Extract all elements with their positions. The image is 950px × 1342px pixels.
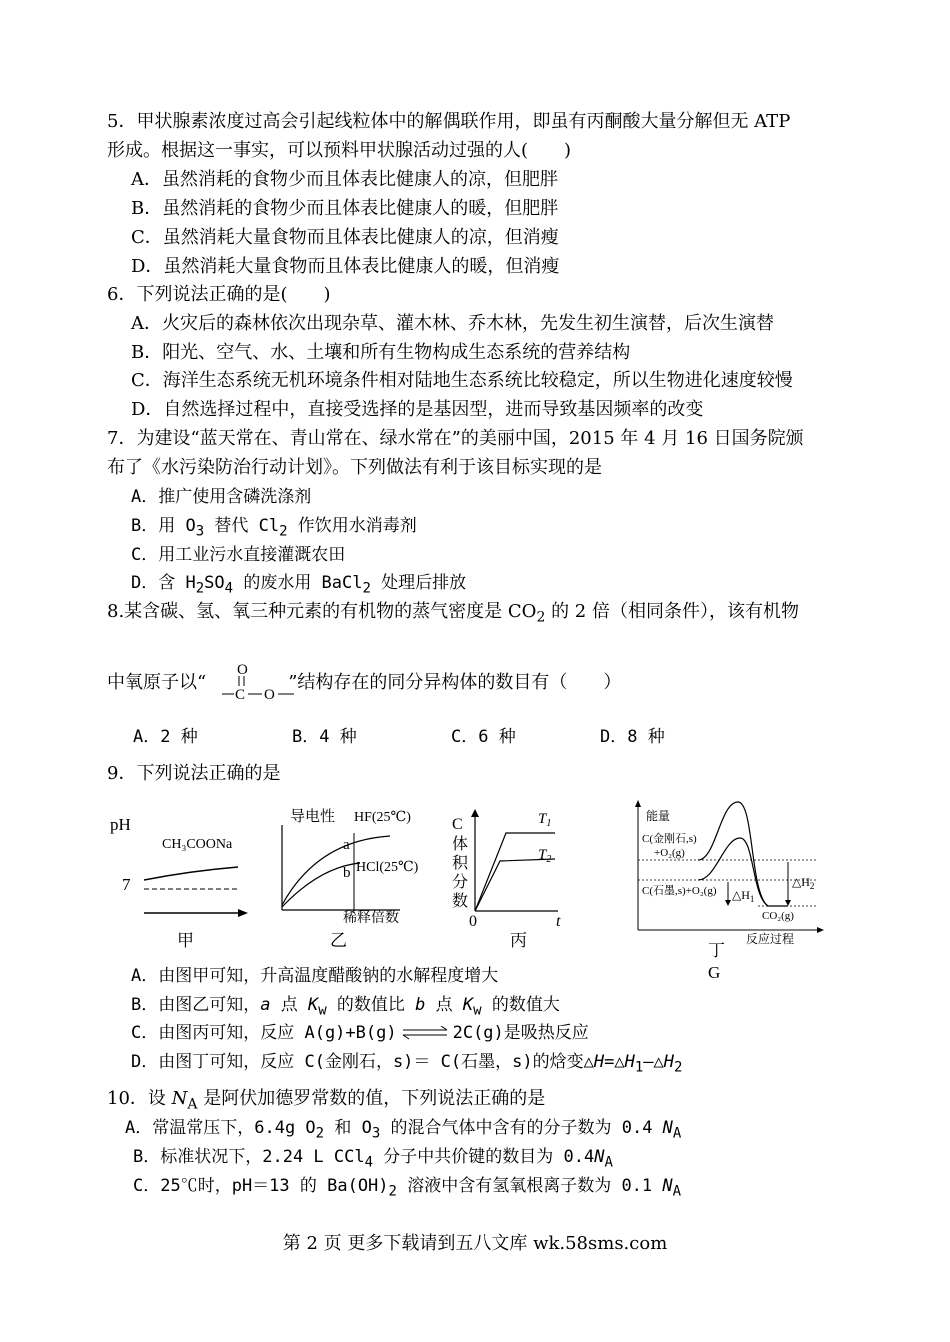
structure-c: C xyxy=(235,687,246,702)
fig-bing-ylabel-2: 积 xyxy=(452,855,469,872)
fig-bing-t1-label: $T_1$ xyxy=(538,811,552,829)
figure-yi xyxy=(270,805,440,960)
q6-option-a: A．火灾后的森林依次出现杂草、灌木林、乔木林，先发生初生演替，后次生演替 xyxy=(131,313,774,334)
fig-yi-caption: 乙 xyxy=(330,931,347,950)
fig-yi-hcl-label: HCl(25℃) xyxy=(356,860,419,875)
q10-option-a: A．常温常压下，6.4g $O_2$ 和 $O_3$ 的混合气体中含有的分子数为 0.4 $N_A$ xyxy=(125,1118,682,1142)
ester-structure-diagram xyxy=(220,660,300,702)
q7-option-b: B．用 $O_3$ 替代 $Cl_2$ 作饮用水消毒剂 xyxy=(131,516,417,540)
fig-ding-dh2-arrowhead xyxy=(785,900,791,906)
fig-ding-diamond-label-2: +O₂(g) xyxy=(654,847,685,859)
q7-option-a: A．推广使用含磷洗涤剂 xyxy=(131,487,312,507)
fig-jia-ylabel: pH xyxy=(110,815,131,834)
q5-option-c: C．虽然消耗大量食物而且体表比健康人的凉，但消瘦 xyxy=(131,227,559,248)
fig-bing-t1-curve xyxy=(475,833,555,911)
fig-jia-arrow xyxy=(238,909,248,917)
q10-option-b: B．标准状况下，2.24 L CCl$_4$ 分子中共价键的数目为 $0.4N_A$ xyxy=(133,1147,613,1171)
fig-yi-point-a: a xyxy=(343,837,350,853)
fig-ding-co2-label: CO₂(g) xyxy=(762,910,794,922)
q9-option-a: A．由图甲可知，升高温度醋酸钠的水解程度增大 xyxy=(131,966,499,986)
equilibrium-arrow-icon xyxy=(401,1026,449,1040)
q8-stem-line2: 中氧原子以“ ”结构存在的同分异构体的数目有（ ） xyxy=(107,672,622,693)
q10-option-c: C．25℃时，pH＝13 的 $Ba(OH)_2$ 溶液中含有氢氧根离子数为 0.1 $N_A$ xyxy=(133,1176,682,1200)
fig-bing-ylabel-1: 体 xyxy=(452,836,469,853)
q8-stem-line1: 8.某含碳、氢、氧三种元素的有机物的蒸气密度是 $CO_2$ 的 2 倍（相同条件），该有机物 xyxy=(107,601,799,626)
q8-option-a: A．2 种 xyxy=(133,727,198,747)
figure-jia xyxy=(100,805,260,960)
fig-bing-ylabel-3: 分 xyxy=(452,874,469,891)
q8-option-d: D．8 种 xyxy=(600,727,665,747)
q9-option-d: D．由图丁可知，反应 C(金刚石，s)＝ C(石墨，s)的焓变$\triangle H=\triangle H_1—\triangle H_2$ xyxy=(131,1052,683,1076)
fig-ding-dh1-arrowhead xyxy=(725,900,731,906)
fig-bing-origin: 0 xyxy=(469,913,477,930)
fig-ding-diamond-label-1: C(金刚石,s) xyxy=(642,833,697,845)
fig-ding-ylabel: 能量 xyxy=(646,809,671,823)
fig-ding-y-arrow xyxy=(635,800,641,807)
fig-yi-xlabel: 稀释倍数 xyxy=(343,911,399,926)
fig-bing-ylabel-0: C xyxy=(452,816,463,833)
fig-bing-ylabel-4: 数 xyxy=(452,893,469,910)
q7-stem-line1: 7．为建设“蓝天常在、青山常在、绿水常在”的美丽中国，2015 年 4 月 16 日国务院颁 xyxy=(107,428,804,449)
q7-stem-line2: 布了《水污染防治行动计划》。下列做法有利于该目标实现的是 xyxy=(107,457,602,478)
fig-bing-t2-label: $T_2$ xyxy=(538,847,552,865)
figure-ding xyxy=(628,798,828,983)
q5-stem-line1: 5．甲状腺素浓度过高会引起线粒体中的解偶联作用，即虽有丙酮酸大量分解但无 ATP xyxy=(107,111,791,132)
fig-jia-caption: 甲 xyxy=(177,931,194,950)
q8-option-c: C．6 种 xyxy=(451,727,516,747)
fig-ding-dh2-label: $\triangle H_2$ xyxy=(792,875,815,891)
q5-option-b: B．虽然消耗的食物少而且体表比健康人的暖，但肥胖 xyxy=(131,198,559,219)
fig-yi-ylabel: 导电性 xyxy=(290,809,336,825)
fig-jia-curve-label: CH₃COONa xyxy=(162,837,233,852)
q6-option-b: B．阳光、空气、水、土壤和所有生物构成生态系统的营养结构 xyxy=(131,342,631,363)
page-footer: 第 2 页 更多下载请到五八文库 wk.58sms.com xyxy=(282,1233,668,1254)
fig-ding-xlabel: 反应过程 xyxy=(746,932,795,946)
q9-option-b: B．由图乙可知，a 点 $K_w$ 的数值比 b 点 $K_w$ 的数值大 xyxy=(131,995,560,1019)
structure-o-top: O xyxy=(237,662,248,678)
fig-bing-xlabel: t xyxy=(556,913,561,930)
fig-bing-y-arrow xyxy=(471,809,479,817)
figure-bing xyxy=(440,805,570,960)
fig-bing-t2-curve xyxy=(475,859,555,911)
q9-stem: 9．下列说法正确的是 xyxy=(107,763,281,784)
q7-option-c: C．用工业污水直接灌溉农田 xyxy=(131,545,346,565)
fig-ding-graphite-label: C(石墨,s)+O₂(g) xyxy=(642,885,717,897)
q7-option-d: D．含 $H_2SO_4$ 的废水用 BaCl$_2$ 处理后排放 xyxy=(131,573,467,597)
q6-option-c: C．海洋生态系统无机环境条件相对陆地生态系统比较稳定，所以生物进化速度较慢 xyxy=(131,370,793,391)
q6-stem: 6．下列说法正确的是( ) xyxy=(107,284,331,305)
q10-stem: 10．设 $N_A$ 是阿伏加德罗常数的值，下列说法正确的是 xyxy=(107,1088,546,1113)
fig-ding-x-arrow xyxy=(817,927,824,933)
fig-jia-seven: 7 xyxy=(122,875,131,894)
q5-option-d: D．虽然消耗大量食物而且体表比健康人的暖，但消瘦 xyxy=(131,256,560,277)
fig-yi-hf-label: HF(25℃) xyxy=(354,810,411,825)
fig-bing-caption: 丙 xyxy=(510,931,527,950)
fig-ding-letter-g: G xyxy=(708,963,721,982)
q5-stem-line2: 形成。根据这一事实，可以预料甲状腺活动过强的人( ) xyxy=(107,140,572,161)
q9-option-c: C．由图丙可知，反应 A(g)+B(g) 2C(g)是吸热反应 xyxy=(131,1023,589,1043)
fig-ding-dh1-label: $\triangle H_1$ xyxy=(732,888,755,904)
structure-o-right: O xyxy=(264,687,275,702)
q8-option-b: B．4 种 xyxy=(292,727,357,747)
fig-ding-caption: 丁 xyxy=(708,941,725,960)
fig-yi-point-b: b xyxy=(343,865,351,881)
q6-option-d: D．自然选择过程中，直接受选择的是基因型，进而导致基因频率的改变 xyxy=(131,399,704,420)
q5-option-a: A．虽然消耗的食物少而且体表比健康人的凉，但肥胖 xyxy=(131,169,558,190)
fig-jia-curve xyxy=(144,867,238,880)
